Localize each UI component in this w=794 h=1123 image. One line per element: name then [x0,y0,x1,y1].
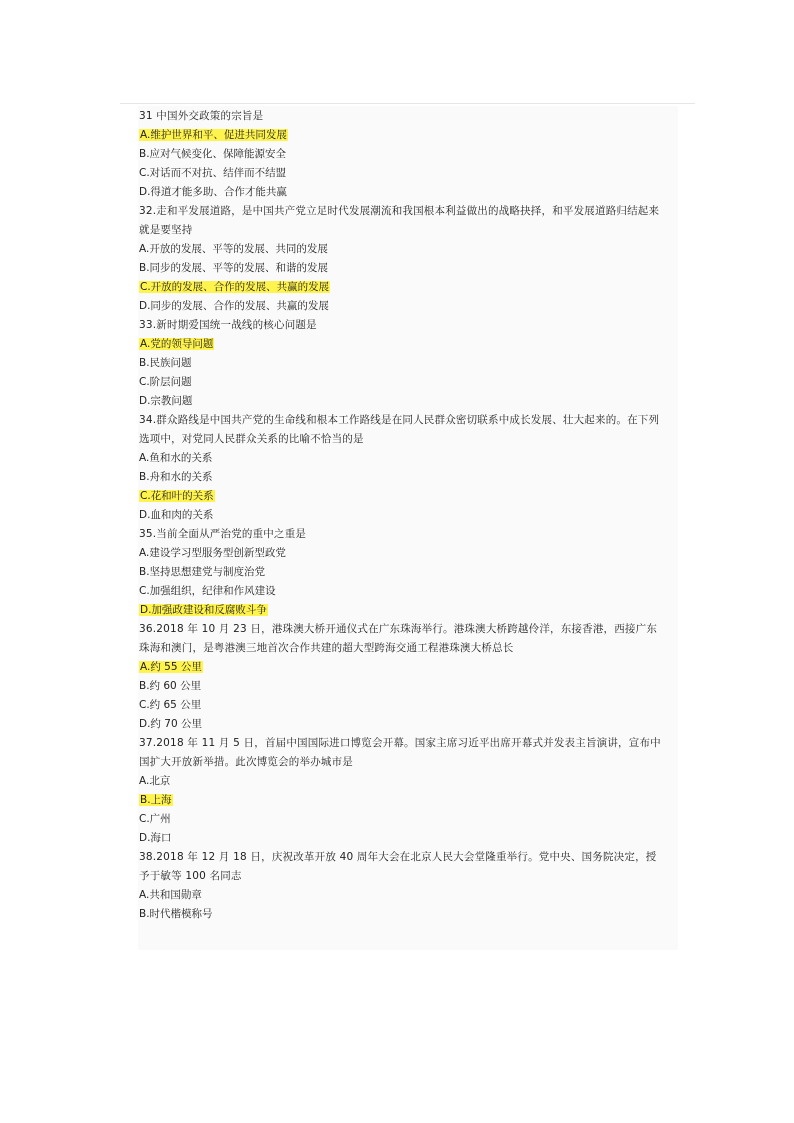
option-label: D.同步的发展、合作的发展、共赢的发展 [139,300,329,312]
option-label: C.广州 [139,813,171,825]
highlighted-answer: B.上海 [140,794,172,806]
option-label: B.舟和水的关系 [139,471,213,483]
page-top-rule [120,103,695,104]
answer-option [139,677,667,696]
option-label: D.约 70 公里 [139,718,202,730]
highlighted-answer: C.开放的发展、合作的发展、共赢的发展 [140,281,330,293]
question-text: 35.当前全面从严治党的重中之重是 [139,528,307,540]
option-label: C.约 65 公里 [139,699,202,711]
question-text: 34.群众路线是中国共产党的生命线和根本工作路线是在同人民群众密切联系中成长发展、壮大起来的。在下列选项中，对党同人民群众关系的比喻不恰当的是 [139,414,660,445]
answer-option [139,354,667,373]
answer-option [139,183,667,202]
highlighted-answer: D.加强政建设和反腐败斗争 [140,604,267,616]
question-text: 37.2018 年 11 月 5 日，首届中国国际进口博览会开幕。国家主席习近平出席开幕式并发表主旨演讲，宣布中国扩大开放新举措。此次博览会的举办城市是 [139,737,661,768]
answer-option [139,772,667,791]
option-label: A.鱼和水的关系 [139,452,213,464]
answer-option [139,297,667,316]
answer-option [139,905,667,924]
answer-option [139,449,667,468]
option-label: D.血和肉的关系 [139,509,214,521]
answer-option [139,126,667,145]
option-label: A.开放的发展、平等的发展、共同的发展 [139,243,328,255]
answer-option [139,392,667,411]
option-label: B.时代楷模称号 [139,908,213,920]
option-label: A.建设学习型服务型创新型政党 [139,547,286,559]
question-text: 31 中国外交政策的宗旨是 [139,110,264,122]
answer-option [139,582,667,601]
answer-option [139,563,667,582]
answer-option [139,278,667,297]
option-label: B.应对气候变化、保障能源安全 [139,148,287,160]
option-label: B.同步的发展、平等的发展、和谐的发展 [139,262,329,274]
option-label: D.宗教问题 [139,395,193,407]
highlighted-answer: A.约 55 公里 [140,661,202,673]
question-text: 38.2018 年 12 月 18 日，庆祝改革开放 40 周年大会在北京人民大会堂隆重举行。党中央、国务院决定，授予于敏等 100 名同志 [139,851,657,882]
answer-option [139,240,667,259]
option-label: D.海口 [139,832,172,844]
answer-option [139,145,667,164]
highlighted-answer: A.党的领导问题 [140,338,214,350]
answer-option [139,829,667,848]
answer-option [139,658,667,677]
answer-option [139,810,667,829]
answer-option [139,468,667,487]
option-label: B.约 60 公里 [139,680,202,692]
answer-option [139,601,667,620]
option-label: B.坚持思想建党与制度治党 [139,566,266,578]
option-label: B.民族问题 [139,357,192,369]
option-label: C.对话而不对抗、结伴而不结盟 [139,167,287,179]
answer-option [139,164,667,183]
answer-option [139,487,667,506]
answer-option [139,696,667,715]
answer-option [139,715,667,734]
answer-option [139,886,667,905]
option-label: A.共和国勋章 [139,889,202,901]
answer-option [139,506,667,525]
option-label: A.北京 [139,775,171,787]
option-label: C.加强组织，纪律和作风建设 [139,585,276,597]
highlighted-answer: A.维护世界和平、促进共同发展 [140,129,287,141]
option-label: C.阶层问题 [139,376,192,388]
highlighted-answer: C.花和叶的关系 [140,490,214,502]
question-text: 36.2018 年 10 月 23 日，港珠澳大桥开通仪式在广东珠海举行。港珠澳大桥跨越伶洋，东接香港，西接广东珠海和澳门，是粤港澳三地首次合作共建的超大型跨海交通工程港珠澳大桥总长 [139,623,658,654]
question-text: 32.走和平发展道路，是中国共产党立足时代发展潮流和我国根本利益做出的战略抉择，和平发展道路归结起来就是要坚持 [139,205,660,236]
answer-option [139,335,667,354]
question-text: 33.新时期爱国统一战线的核心问题是 [139,319,317,331]
answer-option [139,791,667,810]
option-label: D.得道才能多助、合作才能共赢 [139,186,287,198]
answer-option [139,544,667,563]
answer-option [139,373,667,392]
quiz-content [139,107,667,924]
answer-option [139,259,667,278]
